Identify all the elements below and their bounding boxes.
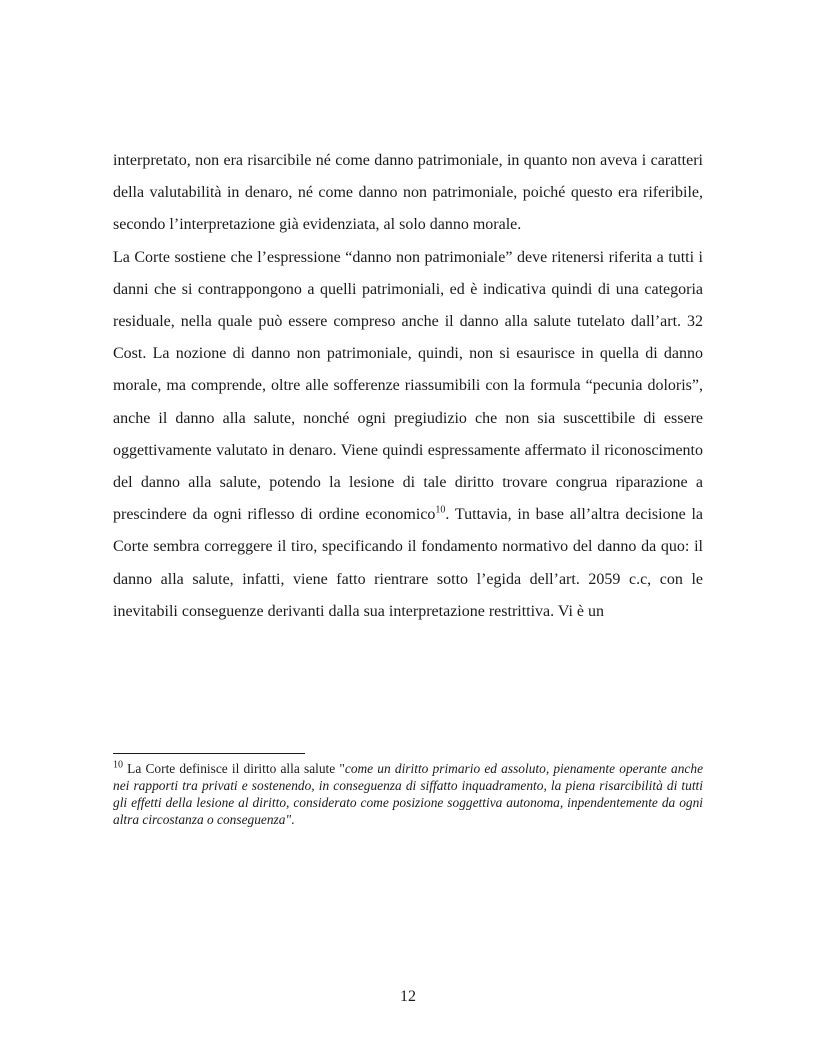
footnote-quote: come un diritto primario ed assoluto, pienamente operante anche nei rapporti tra privati e sostenendo, in conseguenza di siffatto inquadramento, la piena risarcibilità di tutti gli effetti della lesione al diritto, considerato come posizione soggettiva autonoma, inpendentemente da ogni altra circostanza o conseguenza"	[113, 761, 704, 827]
footnote-reference: 10	[435, 504, 446, 516]
footnote-separator	[113, 753, 305, 754]
paragraph-1: interpretato, non era risarcibile né come danno patrimoniale, in quanto non aveva i caratteri della valutabilità in denaro, né come danno non patrimoniale, poiché questo era riferibile, secondo l’interpretazione già evidenziata, al solo danno morale.	[113, 152, 703, 234]
footnote-end: .	[291, 812, 295, 827]
footnote-intro: La Corte definisce il diritto alla salute "	[123, 761, 345, 776]
main-text	[113, 145, 703, 628]
paragraph-2	[113, 242, 703, 628]
footnote	[113, 760, 703, 828]
footnote-number: 10	[113, 759, 123, 771]
paragraph-2-part-2: . Tuttavia, in base all’altra decisione la Corte sembra correggere il tiro, specificando il fondamento normativo del danno da quo: il danno alla salute, infatti, viene fatto rientrare sotto l’egida dell’art. 2059 c.c, con le inevitabili conseguenze derivanti dalla sua interpretazione restrittiva. Vi è un	[113, 506, 703, 620]
page-number: 12	[400, 988, 416, 1005]
paragraph-2-part-1: La Corte sostiene che l’espressione “danno non patrimoniale” deve ritenersi riferita a tutti i danni che si contrappongono a quelli patrimoniali, ed è indicativa quindi di una categoria residuale, nella quale può essere compreso anche il danno alla salute tutelato dall’art. 32 Cost. La nozione di danno non patrimoniale, quindi, non si esaurisce in quella di danno morale, ma comprende, oltre alle sofferenze riassumibili con la formula “pecunia doloris”, anche il danno alla salute, nonché ogni pregiudizio che non sia suscettibile di essere oggettivamente valutato in denaro. Viene quindi espressamente affermato il riconoscimento del danno alla salute, potendo la lesione di tale diritto trovare congrua riparazione a prescindere da ogni riflesso di ordine economico	[113, 248, 703, 524]
